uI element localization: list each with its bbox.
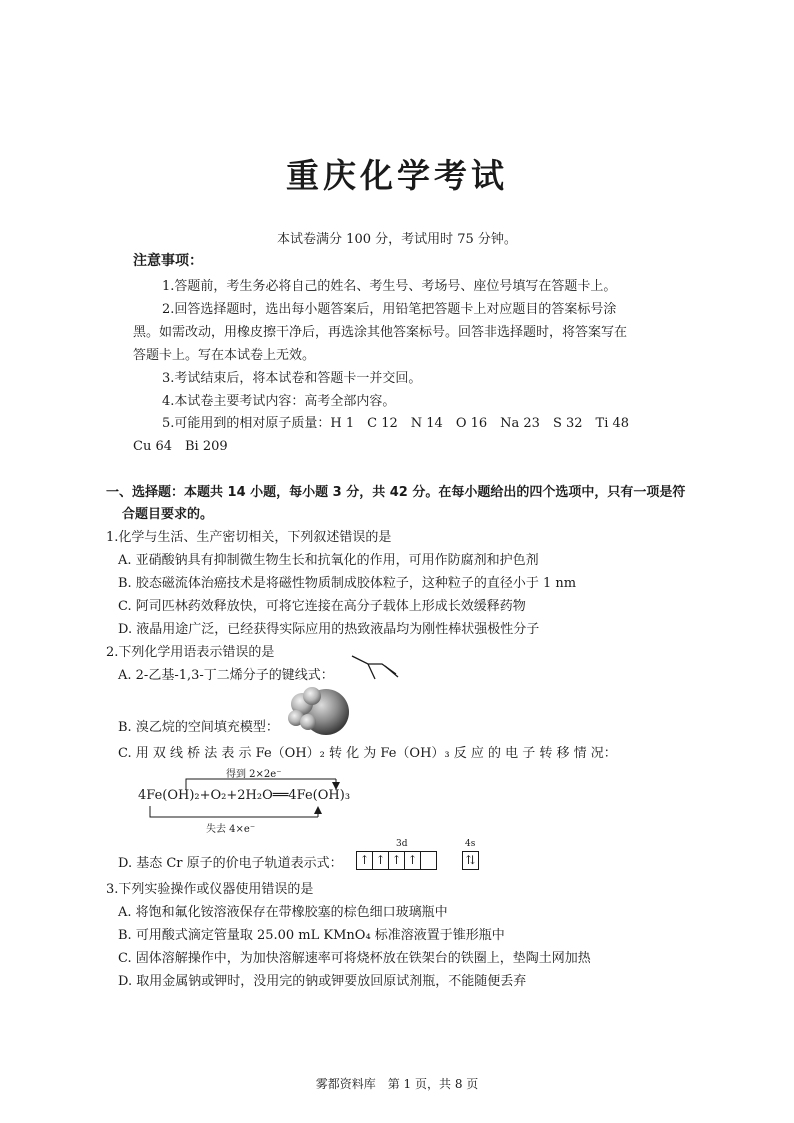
loss-bridge-line: [150, 806, 318, 817]
page-title: 重庆化学考试: [286, 156, 508, 195]
question-3-option-d: D. 取用金属钠或钾时，没用完的钠或钾要放回原试剂瓶，不能随便丢弃: [118, 974, 527, 989]
electron-loss-bridge: [150, 806, 318, 817]
orbital-box: ↑: [405, 852, 421, 869]
notice-line: 5.可能用到的相对原子质量：H 1 C 12 N 14 O 16 Na 23 S 32 Ti 48: [162, 416, 630, 431]
skeletal-branch: [368, 664, 375, 679]
skeletal-double-bond: [385, 666, 398, 677]
electron-gain-bridge: [186, 779, 336, 790]
question-2-stem: 2.下列化学用语表示错误的是: [106, 645, 275, 660]
notice-heading: 注意事项：: [133, 253, 203, 269]
electron-gain-label: 得到 2×2e⁻: [226, 769, 282, 780]
gain-bridge-line: [186, 779, 336, 790]
page-footer: 雾都资料库 第 1 页，共 8 页: [315, 1077, 479, 1091]
redox-equation: 4Fe(OH)₂+O₂+2H₂O══4Fe(OH)₃: [138, 788, 351, 803]
orbital-box: ↑: [373, 852, 389, 869]
question-2-option-a: A. 2-乙基-1,3-丁二烯分子的键线式：: [118, 668, 334, 683]
question-3-stem: 3.下列实验操作或仪器使用错误的是: [106, 882, 314, 897]
question-3-option-c: C. 固体溶解操作中，为加快溶解速率可将烧杯放在铁架台的铁圈上，垫陶土网加热: [118, 951, 591, 966]
section-heading: 一、选择题：本题共 14 小题，每小题 3 分，共 42 分。在每小题给出的四个选项中，只有一项是符: [106, 485, 686, 500]
notice-line: 3.考试结束后，将本试卷和答题卡一并交回。: [162, 371, 422, 386]
skeletal-chain: [352, 656, 396, 674]
notice-line: 2.回答选择题时，选出每小题答案后，用铅笔把答题卡上对应题目的答案标号涂: [162, 302, 617, 317]
hydrogen-atom: [300, 714, 316, 730]
electron-loss-label: 失去 4×e⁻: [206, 824, 256, 835]
orbital-box: ↑: [357, 852, 373, 869]
space-filling-model: [288, 687, 349, 735]
question-1-option-a: A. 亚硝酸钠具有抑制微生物生长和抗氧化的作用，可用作防腐剂和护色剂: [118, 553, 539, 568]
question-2-option-b: B. 溴乙烷的空间填充模型：: [118, 720, 279, 735]
hydrogen-atom: [303, 687, 321, 705]
notice-line: 4.本试卷主要考试内容：高考全部内容。: [162, 394, 396, 409]
orbital-3d-label: 3d: [396, 839, 408, 849]
orbital-4s-label: 4s: [465, 839, 476, 849]
orbital-box: ⇅: [465, 853, 476, 867]
notice-line: 答题卡上。写在本试卷上无效。: [133, 348, 316, 363]
question-2-option-d: D. 基态 Cr 原子的价电子轨道表示式：: [118, 856, 343, 871]
question-3-option-a: A. 将饱和氟化铵溶液保存在带橡胶塞的棕色细口玻璃瓶中: [118, 905, 448, 920]
section-heading-cont: 合题目要求的。: [122, 507, 214, 522]
skeletal-formula: [352, 656, 398, 679]
orbital-box: ↑: [389, 852, 405, 869]
notice-line: Cu 64 Bi 209: [133, 439, 228, 454]
question-1-option-c: C. 阿司匹林药效释放快，可将它连接在高分子载体上形成长效缓释药物: [118, 599, 526, 614]
question-1-stem: 1.化学与生活、生产密切相关，下列叙述错误的是: [106, 530, 392, 545]
question-2-option-c: C. 用 双 线 桥 法 表 示 Fe（OH）₂ 转 化 为 Fe（OH）₃ 反 应 的 电 子 转 移 情 况：: [118, 746, 617, 761]
question-1-option-b: B. 胶态磁流体治癌技术是将磁性物质制成胶体粒子，这种粒子的直径小于 1 nm: [118, 576, 577, 591]
question-3-option-b: B. 可用酸式滴定管量取 25.00 mL KMnO₄ 标准溶液置于锥形瓶中: [118, 928, 505, 943]
notice-line: 1.答题前，考生务必将自己的姓名、考生号、考场号、座位号填写在答题卡上。: [162, 279, 617, 294]
notice-line: 黑。如需改动，用橡皮擦干净后，再选涂其他答案标号。回答非选择题时，将答案写在: [133, 325, 628, 340]
exam-subtitle: 本试卷满分 100 分，考试用时 75 分钟。: [277, 232, 517, 247]
question-1-option-d: D. 液晶用途广泛，已经获得实际应用的热致液晶均为刚性棒状强极性分子: [118, 622, 540, 637]
